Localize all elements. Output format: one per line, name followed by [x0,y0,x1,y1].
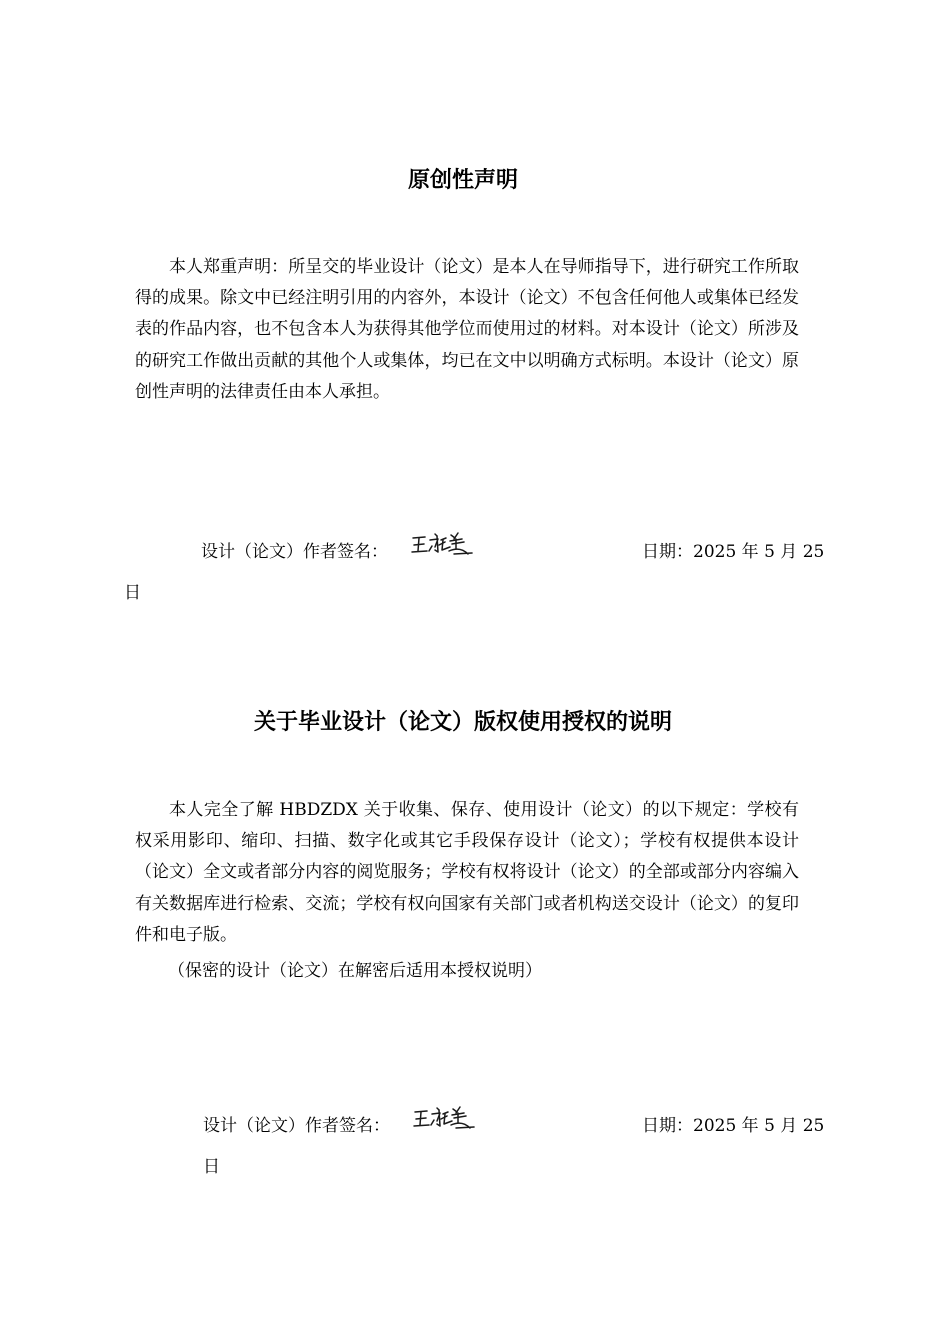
confidentiality-note: （保密的设计（论文）在解密后适用本授权说明） [168,961,542,981]
handwritten-signature [412,1104,476,1134]
originality-statement: 本人郑重声明：所呈交的毕业设计（论文）是本人在导师指导下，进行研究工作所取得的成果。除文中已经注明引用的内容外，本设计（论文）不包含任何他人或集体已经发表的作品内容，也不包含本人为获得其他学位而使用过的材料。对本设计（论文）所涉及的研究工作做出贡献的其他个人或集体，均已在文中以明确方式标明。本设计（论文）原创性声明的法律责任由本人承担。 [135,257,799,402]
signature-label: 设计（论文）作者签名： [203,1116,390,1136]
date-day: 日 [124,583,141,603]
originality-title: 原创性声明 [407,168,518,193]
date-day: 日 [203,1157,220,1177]
date-label: 日期：2025 年 5 月 25 [642,542,825,562]
date-label: 日期：2025 年 5 月 25 [642,1116,825,1136]
copyright-statement: 本人完全了解 HBDZDX 关于收集、保存、使用设计（论文）的以下规定：学校有权采用影印、缩印、扫描、数字化或其它手段保存设计（论文）；学校有权提供本设计（论文）全文或者部分内容的阅览服务；学校有权将设计（论文）的全部或部分内容编入有关数据库进行检索、交流；学校有权向国家有关部门或者机构送交设计（论文）的复印件和电子版。 [135,800,799,945]
copyright-title: 关于毕业设计（论文）版权使用授权的说明 [253,710,672,735]
signature-label: 设计（论文）作者签名： [201,542,388,562]
handwritten-signature [410,530,474,560]
